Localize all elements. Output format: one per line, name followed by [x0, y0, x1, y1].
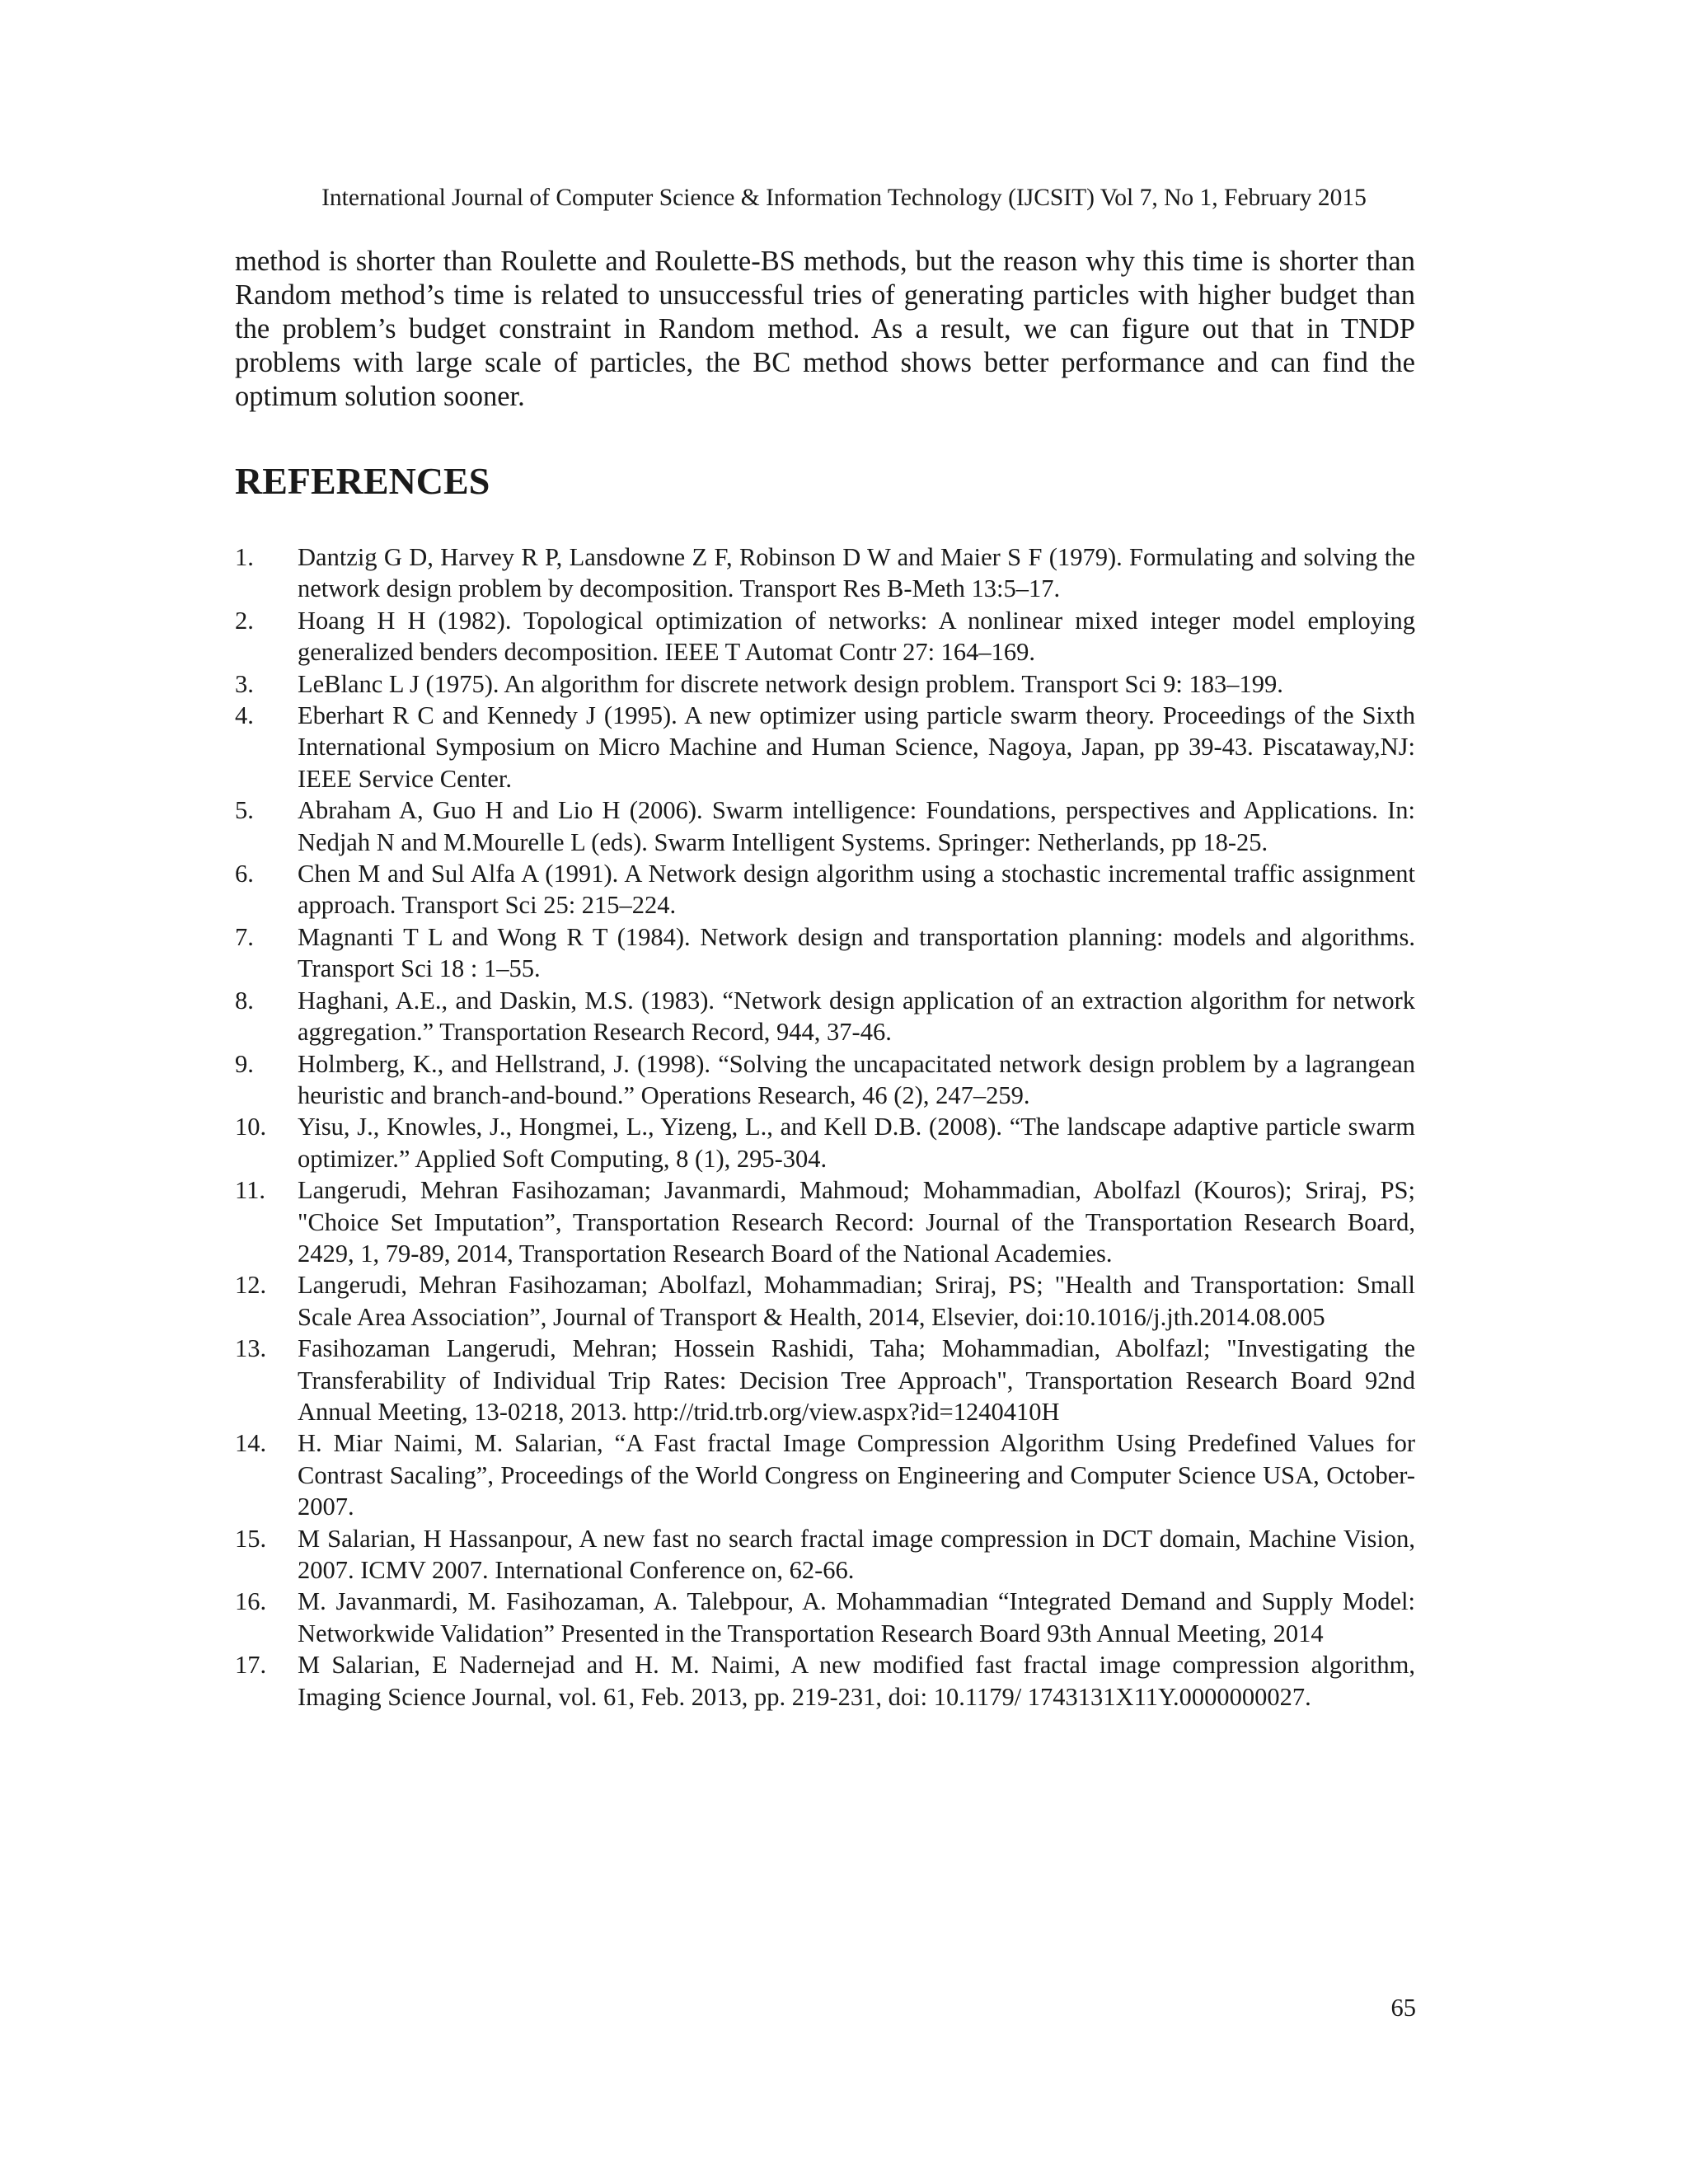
reference-text: Yisu, J., Knowles, J., Hongmei, L., Yizeng, L., and Kell D.B. (2008). “The landscape adaptive particle swarm optimizer.” Applied Soft Computing, 8 (1), 295-304.	[298, 1113, 1415, 1173]
reference-number: 17.	[235, 1651, 267, 1680]
reference-number: 12.	[235, 1271, 267, 1300]
reference-number: 4.	[235, 701, 254, 730]
reference-item	[235, 858, 1415, 921]
reference-item	[235, 1048, 1415, 1112]
reference-number: 16.	[235, 1587, 267, 1616]
reference-number: 14.	[235, 1429, 267, 1458]
reference-item	[235, 668, 1415, 700]
reference-text: Chen M and Sul Alfa A (1991). A Network design algorithm using a stochastic incremental traffic assignment approach. Transport Sci 25: 215–224.	[298, 860, 1415, 920]
reference-text: H. Miar Naimi, M. Salarian, “A Fast fractal Image Compression Algorithm Using Predefined Values for Contrast Sacaling”, Proceedings of the World Congress on Engineering and Computer Science USA, October-2007.	[298, 1429, 1415, 1521]
reference-text: Dantzig G D, Harvey R P, Lansdowne Z F, Robinson D W and Maier S F (1979). Formulating and solving the network design problem by decomposition. Transport Res B-Meth 13:5–17.	[298, 543, 1415, 603]
reference-item	[235, 541, 1415, 605]
reference-item	[235, 985, 1415, 1048]
reference-number: 8.	[235, 986, 254, 1015]
reference-text: Holmberg, K., and Hellstrand, J. (1998). “Solving the uncapacitated network design problem by a lagrangean heuristic and branch-and-bound.” Operations Research, 46 (2), 247–259.	[298, 1049, 1415, 1109]
reference-text: Hoang H H (1982). Topological optimization of networks: A nonlinear mixed integer model employing generalized benders decomposition. IEEE T Automat Contr 27: 164–169.	[298, 606, 1415, 667]
reference-number: 15.	[235, 1524, 267, 1553]
reference-text: LeBlanc L J (1975). An algorithm for discrete network design problem. Transport Sci 9: 183–199.	[298, 669, 1283, 698]
reference-number: 11.	[235, 1176, 265, 1205]
page-number: 65	[1390, 1994, 1416, 2022]
reference-item	[235, 1649, 1415, 1713]
reference-number: 1.	[235, 543, 254, 571]
body-paragraph: method is shorter than Roulette and Roulette-BS methods, but the reason why this time is shorter than Random method’s time is related to unsuccessful tries of generating particles with higher budget than the problem’s budget constraint in Random method. As a result, we can figure out that in TNDP problems with large scale of particles, the BC method shows better performance and can find the optimum solution sooner.	[235, 246, 1415, 412]
reference-number: 7.	[235, 922, 254, 951]
reference-item	[235, 1174, 1415, 1269]
reference-text: Langerudi, Mehran Fasihozaman; Abolfazl, Mohammadian; Sriraj, PS; "Health and Transportation: Small Scale Area Association”, Journal of Transport & Health, 2014, Elsevier, doi:10.1016/j.jth.2014.08.005	[298, 1271, 1415, 1331]
reference-number: 10.	[235, 1113, 267, 1141]
reference-item	[235, 1523, 1415, 1586]
reference-item	[235, 700, 1415, 794]
reference-item	[235, 1333, 1415, 1427]
reference-number: 2.	[235, 606, 254, 635]
reference-text: Eberhart R C and Kennedy J (1995). A new optimizer using particle swarm theory. Proceedings of the Sixth International Symposium on Micro Machine and Human Science, Nagoya, Japan, pp 39-43. Piscataway,NJ: IEEE Service Center.	[298, 701, 1415, 793]
reference-text: Haghani, A.E., and Daskin, M.S. (1983). “Network design application of an extraction algorithm for network aggregation.” Transportation Research Record, 944, 37-46.	[298, 986, 1415, 1047]
reference-number: 6.	[235, 860, 254, 888]
reference-number: 3.	[235, 669, 254, 698]
reference-list	[235, 541, 1415, 1713]
reference-item	[235, 1111, 1415, 1174]
reference-item	[235, 1586, 1415, 1649]
running-header: International Journal of Computer Science & Information Technology (IJCSIT) Vol 7, No 1, February 2015	[321, 185, 1367, 211]
reference-item	[235, 1269, 1415, 1333]
reference-number: 9.	[235, 1049, 254, 1078]
reference-item	[235, 921, 1415, 985]
page-content	[235, 245, 1415, 1713]
reference-text: Abraham A, Guo H and Lio H (2006). Swarm intelligence: Foundations, perspectives and Applications. In: Nedjah N and M.Mourelle L (eds). Swarm Intelligent Systems. Springer: Netherlands, pp 18-25.	[298, 796, 1415, 856]
reference-number: 13.	[235, 1334, 267, 1363]
reference-text: Fasihozaman Langerudi, Mehran; Hossein Rashidi, Taha; Mohammadian, Abolfazl; "Investigating the Transferability of Individual Trip Rates: Decision Tree Approach", Transportation Research Board 92nd Annual Meeting, 13-0218, 2013. http://trid.trb.org/view.aspx?id=1240410H	[298, 1334, 1415, 1426]
references-heading: REFERENCES	[235, 460, 490, 502]
reference-text: M Salarian, E Nadernejad and H. M. Naimi, A new modified fast fractal image compression algorithm, Imaging Science Journal, vol. 61, Feb. 2013, pp. 219-231, doi: 10.1179/ 1743131X11Y.0000000027.	[298, 1651, 1415, 1711]
reference-text: Magnanti T L and Wong R T (1984). Network design and transportation planning: models and algorithms. Transport Sci 18 : 1–55.	[298, 922, 1415, 983]
reference-item	[235, 1427, 1415, 1522]
reference-text: M Salarian, H Hassanpour, A new fast no search fractal image compression in DCT domain, Machine Vision, 2007. ICMV 2007. International Conference on, 62-66.	[298, 1524, 1415, 1584]
reference-text: M. Javanmardi, M. Fasihozaman, A. Talebpour, A. Mohammadian “Integrated Demand and Supply Model: Networkwide Validation” Presented in the Transportation Research Board 93th Annual Meeting, 2014	[298, 1587, 1415, 1647]
reference-number: 5.	[235, 796, 254, 825]
reference-text: Langerudi, Mehran Fasihozaman; Javanmardi, Mahmoud; Mohammadian, Abolfazl (Kouros); Sriraj, PS; "Choice Set Imputation”, Transportation Research Record: Journal of the Transportation Research Board, 2429, 1, 79-89, 2014, Transportation Research Board of the National Academies.	[298, 1176, 1415, 1268]
reference-item	[235, 794, 1415, 858]
reference-item	[235, 605, 1415, 668]
